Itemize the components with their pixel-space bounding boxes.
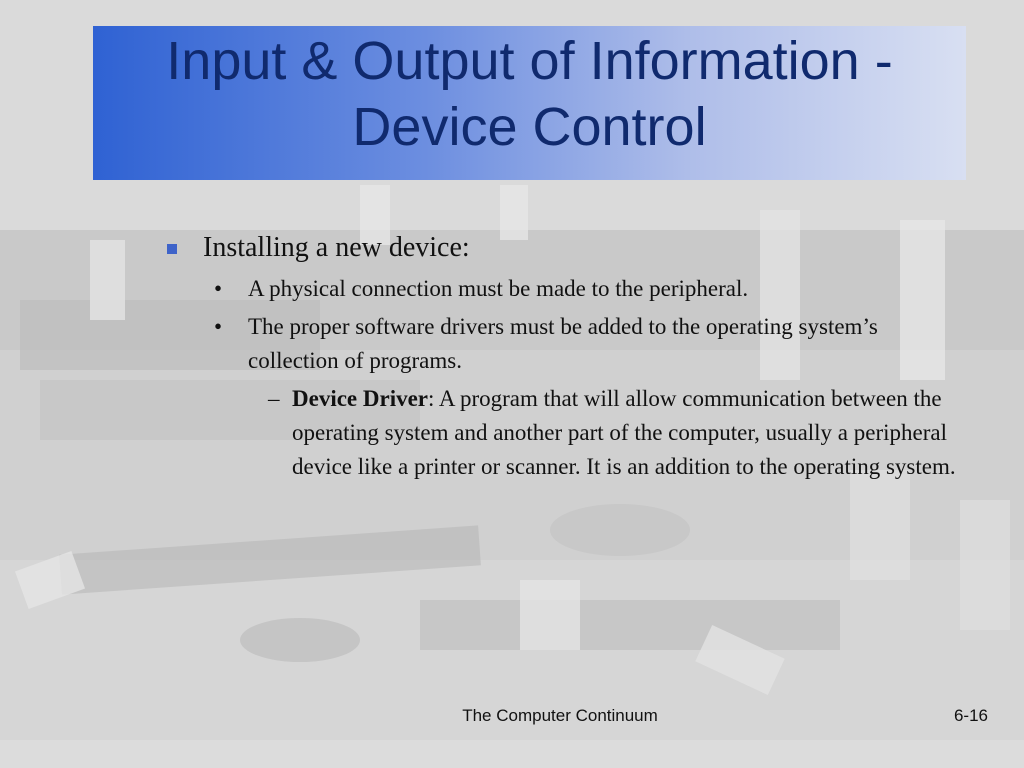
dash-bullet-icon: – bbox=[268, 386, 280, 411]
bullet-main-text: Installing a new device: bbox=[203, 232, 470, 263]
sub-bullet-1-text: A physical connection must be made to the peripheral. bbox=[248, 276, 749, 301]
page-number: 6-16 bbox=[953, 706, 988, 725]
blue-square-bullet-icon bbox=[167, 244, 177, 254]
slide-title: Input & Output of Information - Device Control bbox=[166, 31, 893, 157]
sub-bullet-1 bbox=[214, 272, 923, 306]
sub-bullet-2-text: The proper software drivers must be added to the operating system’s collection of programs. bbox=[248, 314, 878, 373]
definition-term: Device Driver bbox=[292, 386, 429, 411]
definition-bullet bbox=[268, 382, 960, 484]
bullet-main bbox=[165, 228, 965, 268]
sub-bullet-2 bbox=[214, 310, 923, 378]
slide-body bbox=[165, 228, 965, 484]
round-bullet-icon: • bbox=[214, 276, 223, 301]
round-bullet-icon: • bbox=[214, 314, 223, 339]
footer-title: The Computer Continuum bbox=[462, 706, 658, 725]
definition-text: : A program that will allow communication between the operating system and another part of the computer, usually a peripheral device like a printer or scanner. It is an addition to the operating system. bbox=[292, 386, 956, 479]
